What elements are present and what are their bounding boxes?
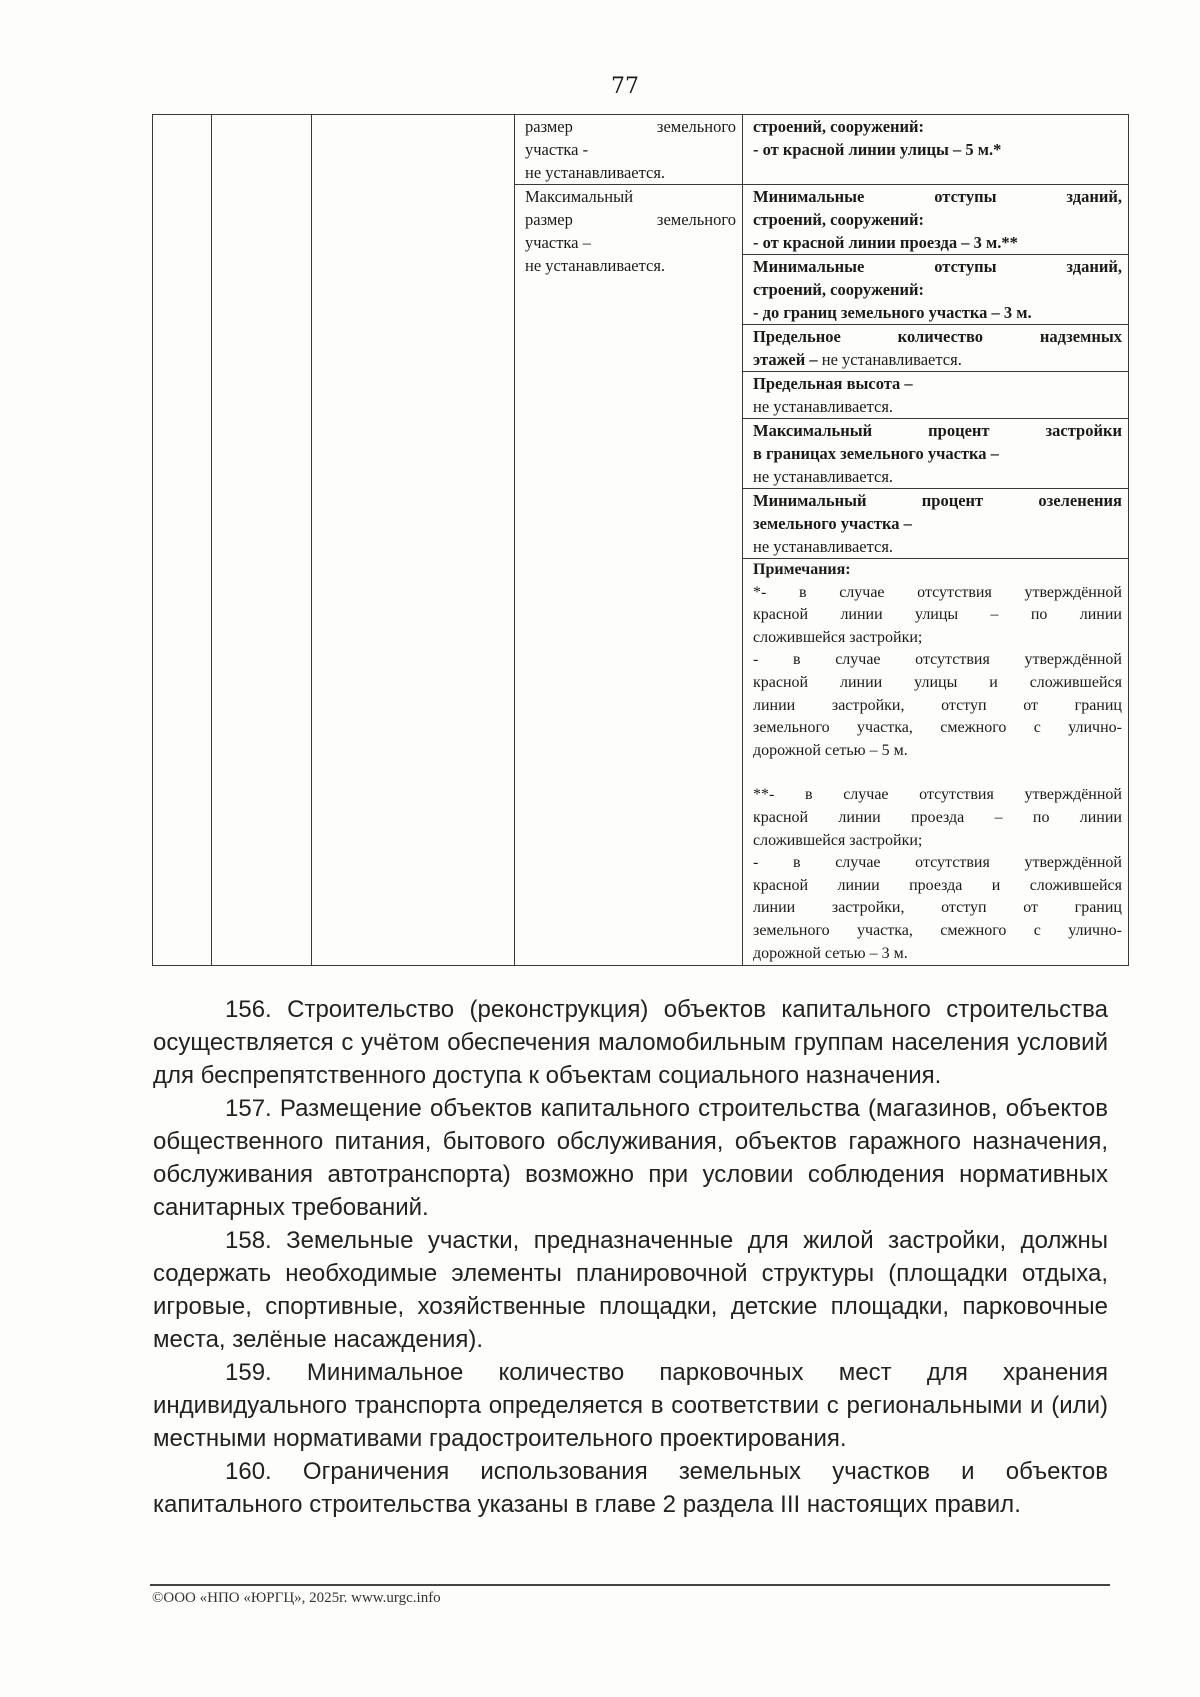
height-limit-cell [743, 372, 1129, 419]
text-line: дорожной сетью – 5 м. [753, 741, 908, 759]
paragraph-159: 159. Минимальное количество парковочных мест для хранения индивидуального транспорта определяется в соответствии с региональными и (или) местными нормативами градостроительного проектирования. [153, 1359, 1108, 1452]
parameters-table [152, 114, 1129, 966]
text-line: линии застройки, отступ от границ [753, 696, 1122, 714]
text-line: - от красной линии проезда – 3 м.** [753, 233, 1018, 252]
setback-street-cell [743, 115, 1129, 185]
text-line: не устанавливается. [525, 163, 666, 182]
text-line: красной линии улицы – по линии [753, 606, 1122, 624]
paragraph-160: 160. Ограничения использования земельных участков и объектов капитального строительства указаны в главе 2 раздела III настоящих правил. [153, 1458, 1108, 1518]
text-line: строений, сооружений: [753, 210, 925, 229]
min-plot-size-cell [515, 115, 743, 185]
paragraph-156: 156. Строительство (реконструкция) объектов капитального строительства осуществляется с учётом обеспечения маломобильным группам населения условий для беспрепятственного доступа к объектам социального назначения. [153, 996, 1108, 1089]
table-cell-col1 [153, 115, 212, 966]
table-cell-col2 [212, 115, 312, 966]
body-text [153, 993, 1108, 1521]
text-line: не устанавливается. [817, 350, 962, 369]
text-line: Максимальный [525, 187, 634, 206]
text-line: размер земельного [525, 117, 736, 136]
text-line: - от красной линии улицы – 5 м.* [753, 140, 1002, 159]
notes-cell [743, 559, 1129, 966]
text-line: размер земельного [525, 210, 736, 229]
text-line: дорожной сетью – 3 м. [753, 944, 908, 962]
text-line: этажей – [753, 350, 818, 369]
text-line: не устанавливается. [753, 397, 894, 416]
setback-plot-border-cell [743, 255, 1129, 325]
text-line: Предельная высота – [753, 374, 913, 393]
floors-limit-cell [743, 325, 1129, 372]
notes-title: Примечания: [753, 561, 851, 578]
text-line: Максимальный процент застройки [753, 421, 1122, 440]
text-line: - в случае отсутствия утверждённой [753, 651, 1122, 669]
text-line: сложившейся застройки; [753, 831, 923, 849]
paragraph-157: 157. Размещение объектов капитального строительства (магазинов, объектов общественного питания, бытового обслуживания, объектов гаражного назначения, обслуживания автотранспорта) возможно при условии соблюдения нормативных санитарных требований. [153, 1095, 1108, 1221]
text-line: сложившейся застройки; [753, 628, 923, 646]
text-line: *- в случае отсутствия утверждённой [753, 583, 1122, 601]
text-line: участка – [525, 233, 591, 252]
max-plot-size-cell [515, 185, 743, 966]
text-line: земельного участка, смежного с улично- [753, 719, 1122, 737]
text-line: Предельное количество надземных [753, 327, 1122, 346]
text-line: земельного участка, смежного с улично- [753, 921, 1122, 939]
text-line: красной линии улицы и сложившейся [753, 673, 1122, 691]
footer-copyright: ©ООО «НПО «ЮРГЦ», 2025г. www.urgc.info [152, 1590, 441, 1606]
text-line: не устанавливается. [753, 467, 894, 486]
text-line: участка - [525, 140, 589, 159]
text-line: строений, сооружений: [753, 280, 925, 299]
text-line: в границах земельного участка – [753, 444, 999, 463]
text-line: - в случае отсутствия утверждённой [753, 854, 1122, 872]
text-line: Минимальные отступы зданий, [753, 187, 1122, 206]
min-green-percent-cell [743, 489, 1129, 559]
text-line: красной линии проезда – по линии [753, 808, 1122, 826]
text-line: линии застройки, отступ от границ [753, 899, 1122, 917]
table-cell-col3 [312, 115, 515, 966]
footer-divider [150, 1584, 1110, 1586]
text-line: строений, сооружений: [753, 117, 925, 136]
text-line: не устанавливается. [525, 256, 666, 275]
text-line: - до границ земельного участка – 3 м. [753, 303, 1032, 322]
text-line: Минимальный процент озеленения [753, 491, 1122, 510]
text-line: Минимальные отступы зданий, [753, 257, 1122, 276]
max-build-percent-cell [743, 419, 1129, 489]
text-line: не устанавливается. [753, 537, 894, 556]
text-line: **- в случае отсутствия утверждённой [753, 786, 1122, 804]
text-line: земельного участка – [753, 514, 912, 533]
text-line: красной линии проезда и сложившейся [753, 876, 1122, 894]
paragraph-158: 158. Земельные участки, предназначенные для жилой застройки, должны содержать необходимые элементы планировочной структуры (площадки отдыха, игровые, спортивные, хозяйственные площадки, детские площадки, парковочные места, зелёные насаждения). [153, 1227, 1108, 1353]
page-number: 77 [611, 74, 639, 99]
setback-driveway-cell [743, 185, 1129, 255]
